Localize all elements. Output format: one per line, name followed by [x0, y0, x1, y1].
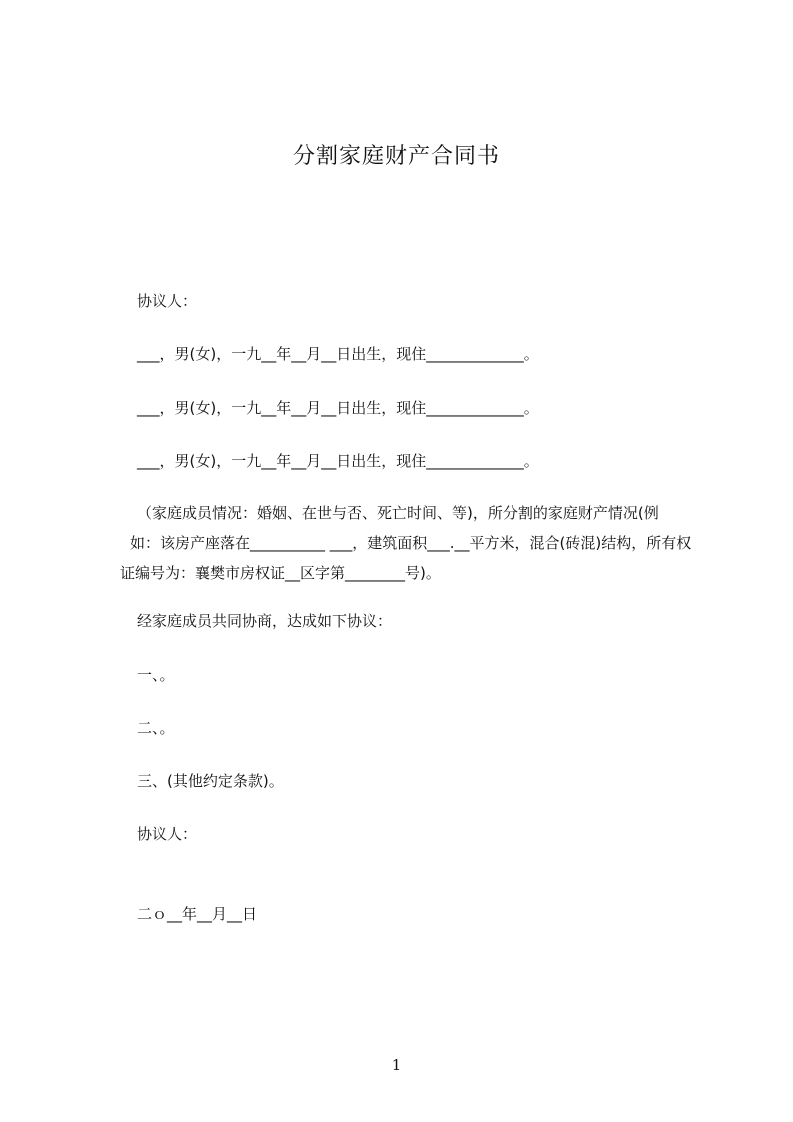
parties-label: 协议人： [137, 292, 198, 310]
page-title: 分割家庭财产合同书 [292, 144, 500, 169]
page-number: 1 [391, 1056, 402, 1074]
property-paragraph [120, 498, 720, 588]
property-paragraph-line: 证编号为：襄樊市房权证__区字第________号)。 [120, 564, 441, 582]
signature-label: 协议人： [137, 825, 198, 843]
party-line: ___，男(女)，一九__年__月__日出生，现住_____________。 [137, 345, 539, 363]
agreement-intro: 经家庭成员共同协商，达成如下协议： [137, 612, 393, 630]
clause-3: 三、(其他约定条款)。 [137, 772, 284, 790]
date-line: 二ｏ__年__月__日 [137, 905, 258, 923]
party-line: ___，男(女)，一九__年__月__日出生，现住_____________。 [137, 399, 539, 417]
clause-1: 一、。 [137, 666, 175, 684]
property-paragraph-line: （家庭成员情况：婚姻、在世与否、死亡时间、等)，所分割的家庭财产情况(例 [137, 504, 659, 522]
clause-2: 二、。 [137, 719, 175, 737]
property-paragraph-line: 如：该房产座落在__________ ___，建筑面积___.__平方米，混合(砖混)结构，所有权 [130, 534, 692, 552]
party-line: ___，男(女)，一九__年__月__日出生，现住_____________。 [137, 452, 539, 470]
